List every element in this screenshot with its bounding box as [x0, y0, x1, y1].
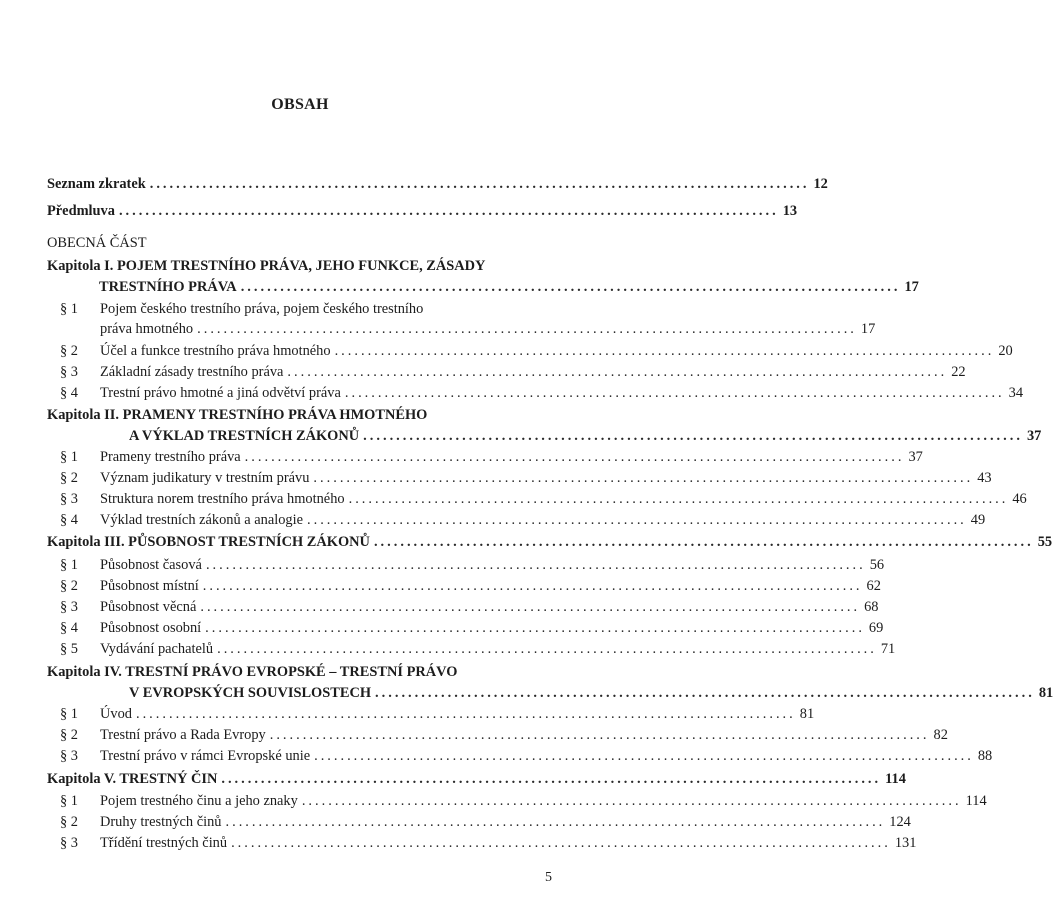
entry-label: Výklad trestních zákonů a analogie — [100, 512, 303, 528]
chapter-title[interactable]: Kapitola II. PRAMENY TRESTNÍHO PRÁVA HMOTNÉHO — [47, 407, 428, 423]
leader-dots: .................................................................................................... — [287, 364, 948, 380]
chapter-title-cont[interactable] — [99, 277, 919, 297]
chapter-title-cont[interactable] — [129, 426, 1042, 446]
entry-page: 37 — [1026, 428, 1042, 444]
section-number: § 3 — [60, 491, 78, 507]
entry-label: A VÝKLAD TRESTNÍCH ZÁKONŮ — [129, 428, 360, 444]
leader-dots: .................................................................................................... — [217, 641, 877, 657]
entry-page: 13 — [782, 203, 798, 219]
entry-page: 71 — [880, 641, 896, 657]
entry-label: Pojem trestného činu a jeho znaky — [100, 793, 298, 809]
leader-dots: .................................................................................................... — [221, 771, 882, 787]
entry-page: 81 — [1038, 685, 1053, 701]
entry-label: Trestní právo v rámci Evropské unie — [100, 748, 311, 764]
entry-label: práva hmotného — [100, 321, 194, 337]
entry-page: 56 — [869, 557, 885, 573]
leader-dots: .................................................................................................... — [301, 793, 962, 809]
entry-page: 68 — [864, 599, 879, 615]
entry-label: Kapitola V. TRESTNÝ ČIN — [47, 771, 218, 787]
leader-dots: .................................................................................................... — [348, 491, 1009, 507]
leader-dots: .................................................................................................... — [244, 449, 905, 465]
entry-label: Druhy trestných činů — [100, 814, 222, 830]
entry-page: 22 — [951, 364, 966, 380]
section-number: § 3 — [60, 599, 78, 615]
entry-label: Struktura norem trestního práva hmotného — [100, 491, 345, 507]
entry-page: 17 — [860, 321, 876, 337]
toc-entry-abbreviations[interactable] — [47, 174, 828, 194]
section-number: § 4 — [60, 385, 78, 401]
section-entry[interactable] — [60, 704, 815, 724]
entry-label: Prameny trestního práva — [100, 449, 241, 465]
section-number: § 2 — [60, 814, 78, 830]
section-number: § 2 — [60, 578, 78, 594]
chapter-title[interactable]: Kapitola IV. TRESTNÍ PRÁVO EVROPSKÉ – TRESTNÍ PRÁVO — [47, 664, 458, 680]
chapter-title[interactable]: Kapitola I. POJEM TRESTNÍHO PRÁVA, JEHO FUNKCE, ZÁSADY — [47, 258, 486, 274]
section-entry[interactable] — [60, 812, 911, 832]
entry-label: Trestní právo hmotné a jiná odvětví práva — [100, 385, 341, 401]
part-title: OBECNÁ ČÁST — [47, 235, 147, 251]
section-entry[interactable] — [60, 362, 966, 382]
section-entry[interactable] — [60, 341, 1013, 361]
page-number: 5 — [545, 870, 552, 885]
leader-dots: .................................................................................................... — [269, 727, 930, 743]
entry-label: Pojem českého trestního práva, pojem českého trestního — [100, 301, 424, 317]
leader-dots: .................................................................................................... — [334, 343, 995, 359]
entry-label: Význam judikatury v trestním právu — [100, 470, 310, 486]
section-entry[interactable] — [60, 618, 884, 638]
entry-label: Předmluva — [47, 203, 115, 219]
entry-page: 43 — [977, 470, 992, 486]
section-number: § 5 — [60, 641, 78, 657]
entry-page: 46 — [1012, 491, 1027, 507]
section-number: § 1 — [60, 706, 78, 722]
entry-label: Působnost časová — [100, 557, 202, 573]
section-number: § 3 — [60, 748, 78, 764]
section-entry[interactable] — [60, 510, 986, 530]
entry-label: Působnost osobní — [100, 620, 202, 636]
leader-dots: .................................................................................................... — [118, 203, 779, 219]
entry-page: 88 — [977, 748, 993, 764]
leader-dots: .................................................................................................... — [202, 578, 863, 594]
entry-page: 37 — [908, 449, 923, 465]
entry-label: V EVROPSKÝCH SOUVISLOSTECH — [129, 685, 372, 701]
entry-label: Působnost místní — [100, 578, 199, 594]
entry-label: Působnost věcná — [100, 599, 197, 615]
section-number: § 1 — [60, 793, 78, 809]
entry-page: 82 — [933, 727, 948, 743]
leader-dots: .................................................................................................... — [149, 176, 810, 192]
section-number: § 1 — [60, 449, 78, 465]
entry-page: 62 — [866, 578, 881, 594]
section-entry[interactable] — [60, 299, 423, 319]
section-number: § 3 — [60, 364, 78, 380]
entry-page: 34 — [1008, 385, 1024, 401]
entry-label: Trestní právo a Rada Evropy — [100, 727, 266, 743]
leader-dots: .................................................................................................... — [373, 534, 1034, 550]
entry-page: 20 — [998, 343, 1013, 359]
section-number: § 2 — [60, 470, 78, 486]
entry-page: 17 — [904, 279, 919, 295]
entry-page: 55 — [1037, 534, 1053, 550]
section-entry[interactable] — [60, 791, 987, 811]
entry-page: 81 — [799, 706, 815, 722]
leader-dots: .................................................................................................... — [205, 557, 866, 573]
leader-dots: .................................................................................................... — [363, 428, 1023, 444]
leader-dots: .................................................................................................... — [135, 706, 796, 722]
section-number: § 2 — [60, 727, 78, 743]
section-entry[interactable] — [60, 555, 885, 575]
entry-page: 124 — [889, 814, 911, 830]
section-entry[interactable] — [60, 597, 879, 617]
page-title: OBSAH — [271, 96, 329, 113]
entry-label: Základní zásady trestního práva — [100, 364, 284, 380]
section-number: § 2 — [60, 343, 78, 359]
section-entry[interactable] — [60, 725, 948, 745]
entry-page: 114 — [965, 793, 987, 809]
leader-dots: .................................................................................................... — [240, 279, 901, 295]
section-entry[interactable] — [60, 746, 993, 766]
section-number: § 4 — [60, 512, 78, 528]
section-entry[interactable] — [60, 383, 1024, 403]
entry-label: Úvod — [100, 706, 132, 722]
entry-label: TRESTNÍHO PRÁVA — [99, 279, 237, 295]
section-number: § 3 — [60, 835, 78, 851]
section-entry[interactable] — [60, 489, 1027, 509]
entry-label: Třídění trestných činů — [100, 835, 228, 851]
leader-dots: .................................................................................................... — [307, 512, 967, 528]
entry-page: 114 — [885, 771, 906, 787]
entry-page: 131 — [894, 835, 917, 851]
leader-dots: .................................................................................................... — [344, 385, 1005, 401]
chapter-title[interactable] — [47, 532, 1053, 552]
toc-entry-preface[interactable] — [47, 201, 798, 221]
chapter-title-cont[interactable] — [129, 683, 1053, 703]
entry-page: 49 — [970, 512, 986, 528]
leader-dots: .................................................................................................... — [225, 814, 886, 830]
leader-dots: .................................................................................................... — [205, 620, 865, 636]
section-number: § 1 — [60, 557, 78, 573]
section-entry-cont[interactable] — [100, 319, 876, 339]
leader-dots: .................................................................................................... — [314, 748, 974, 764]
chapter-title[interactable] — [47, 769, 906, 789]
section-number: § 1 — [60, 301, 78, 317]
section-entry[interactable] — [60, 468, 992, 488]
entry-page: 69 — [868, 620, 884, 636]
leader-dots: .................................................................................................... — [375, 685, 1035, 701]
leader-dots: .................................................................................................... — [197, 321, 857, 337]
entry-label: Účel a funkce trestního práva hmotného — [100, 343, 331, 359]
section-entry[interactable] — [60, 447, 923, 467]
section-entry[interactable] — [60, 833, 917, 853]
section-entry[interactable] — [60, 576, 881, 596]
section-entry[interactable] — [60, 639, 896, 659]
leader-dots: .................................................................................................... — [231, 835, 891, 851]
entry-label: Seznam zkratek — [47, 176, 146, 192]
section-number: § 4 — [60, 620, 78, 636]
entry-label: Kapitola III. PŮSOBNOST TRESTNÍCH ZÁKONŮ — [47, 534, 370, 550]
leader-dots: .................................................................................................... — [200, 599, 861, 615]
entry-page: 12 — [813, 176, 828, 192]
leader-dots: .................................................................................................... — [313, 470, 974, 486]
entry-label: Vydávání pachatelů — [100, 641, 214, 657]
